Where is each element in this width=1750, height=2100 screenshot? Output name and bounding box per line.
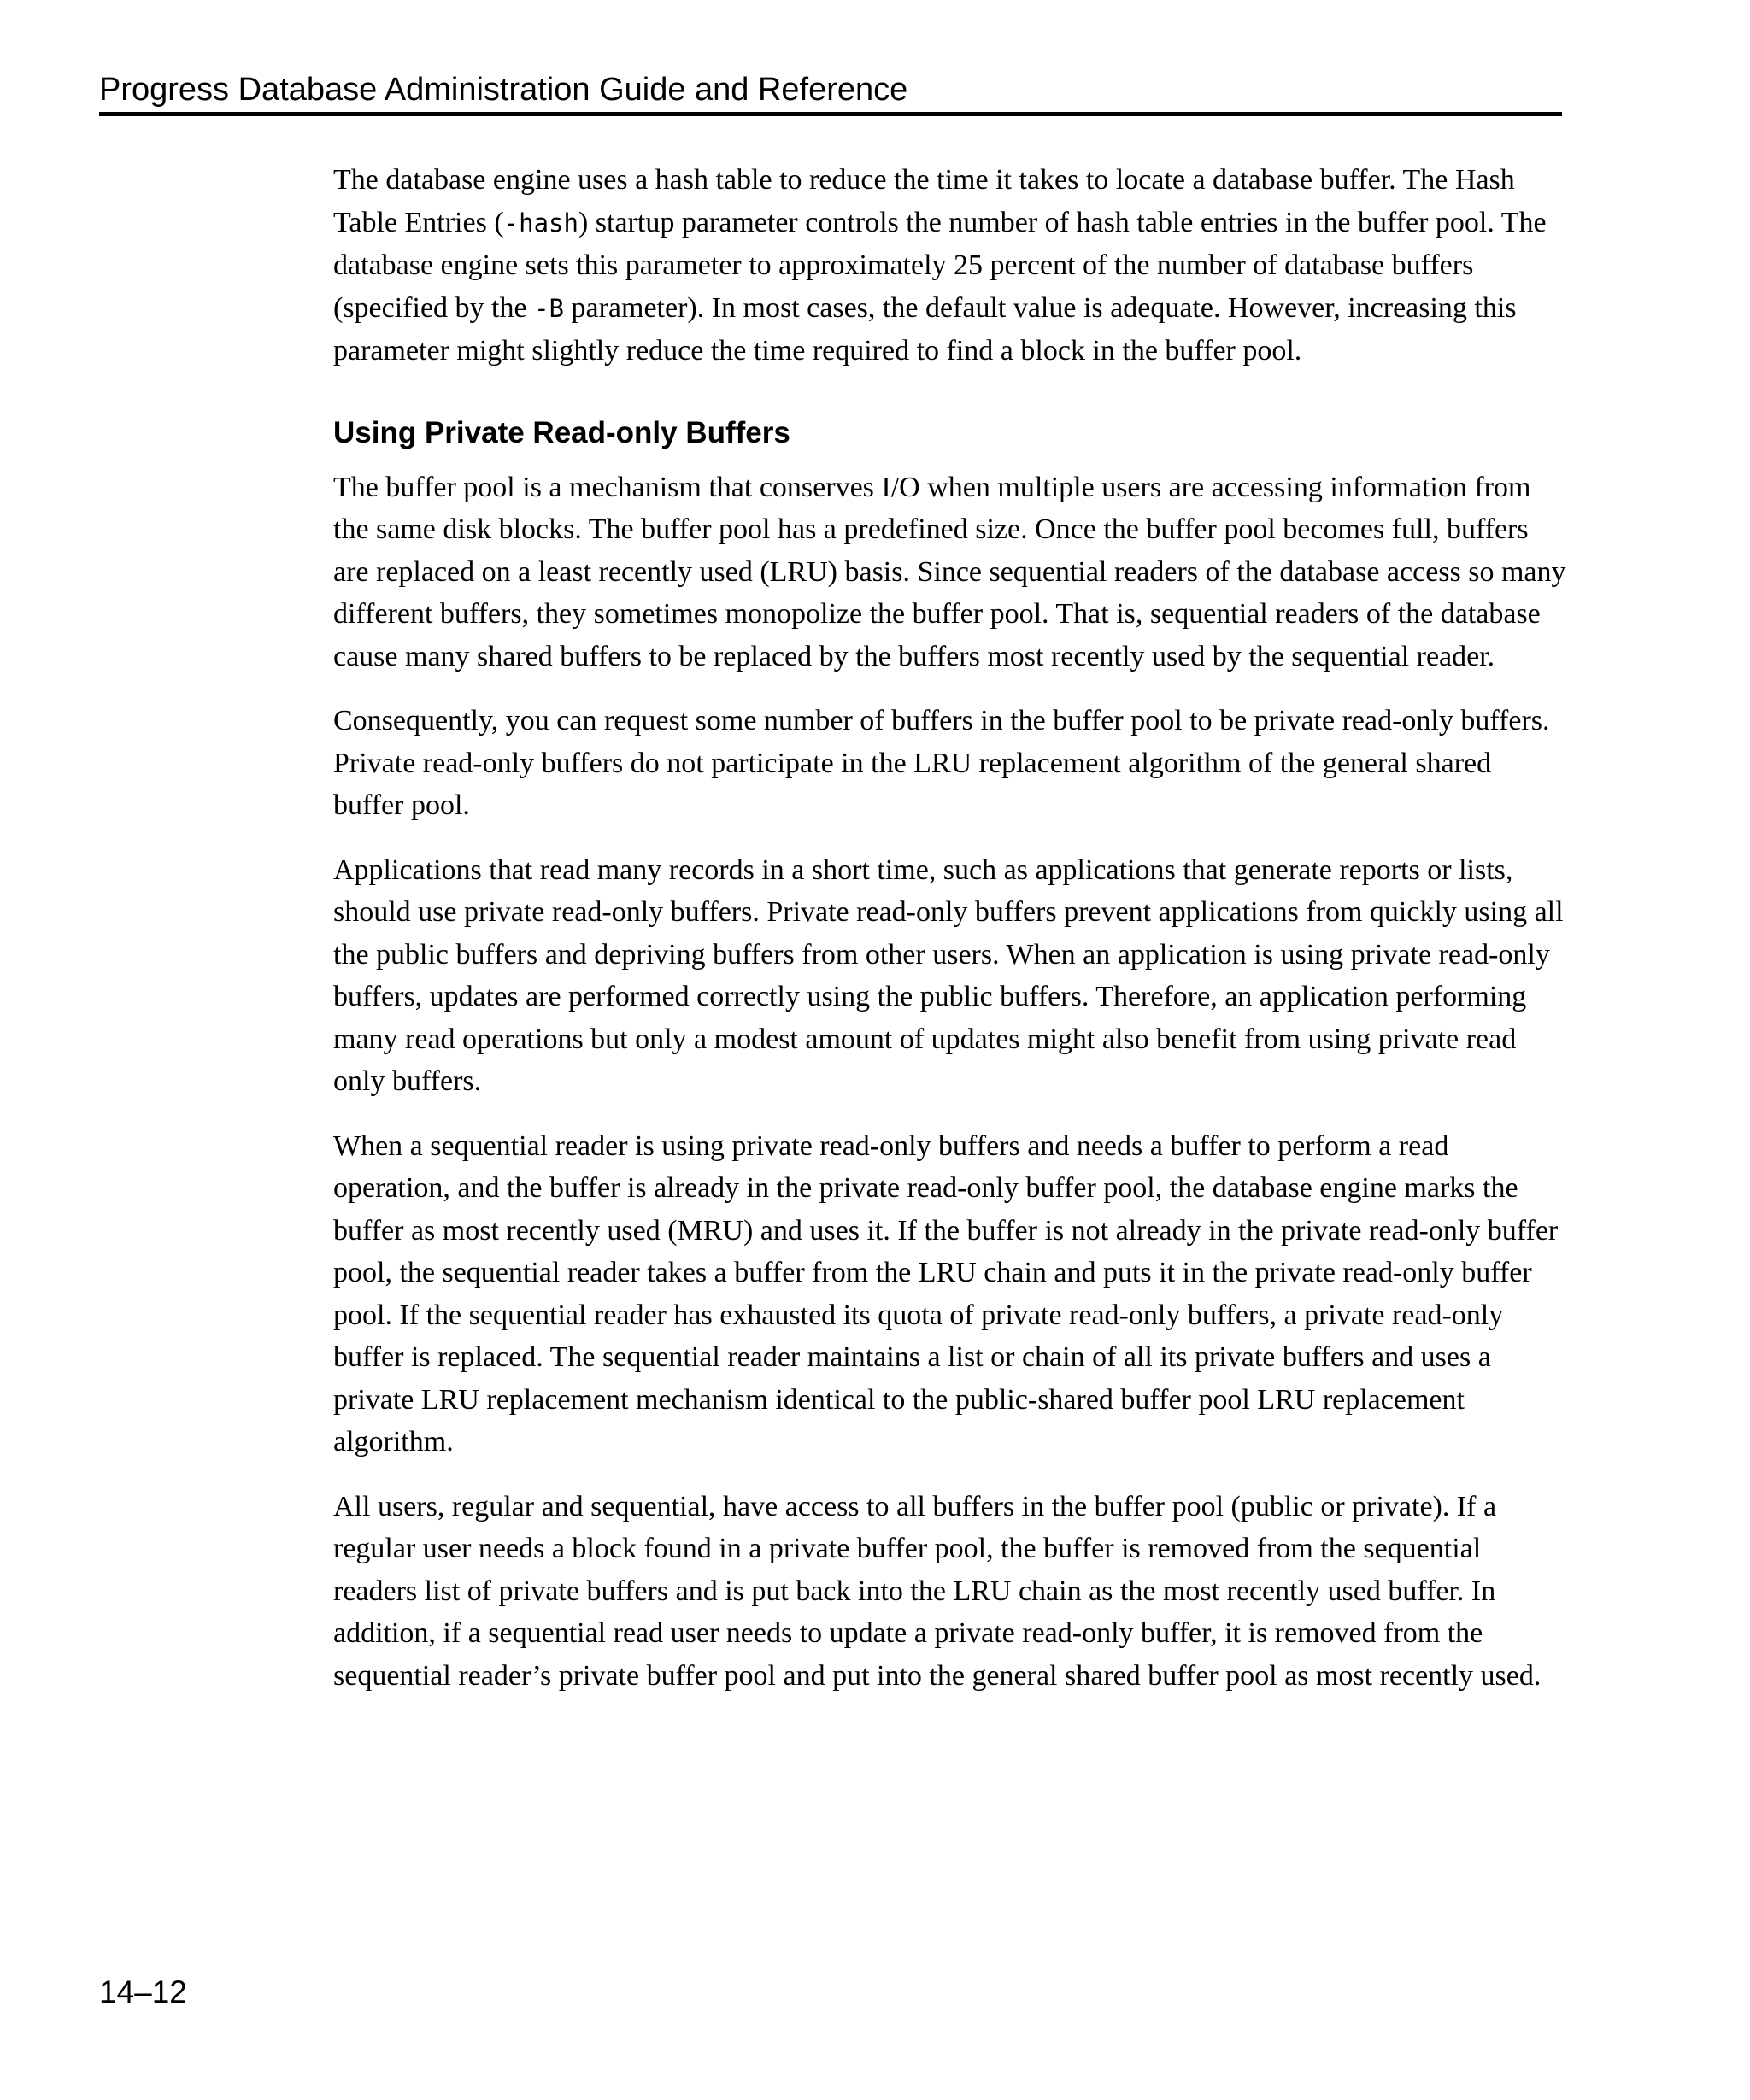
b-parameter-code: -B [534, 293, 564, 323]
hash-parameter-code: -hash [503, 208, 578, 238]
header-rule [99, 112, 1562, 116]
page-number: 14–12 [99, 1974, 187, 2009]
body-paragraph: Applications that read many records in a short time, such as applications that generate reports or lists, should use private read-only buffers. Private read-only buffers prevent applications from quickly using all the public buffers and depriving buffers from other users. When an application is using private read-only buffers, updates are performed correctly using the public buffers. Therefore, an application performing many read operations but only a modest amount of updates might also benefit from using private read only buffers. [333, 853, 1564, 1097]
body-paragraph: All users, regular and sequential, have access to all buffers in the buffer pool (public or private). If a regular user needs a block found in a private buffer pool, the buffer is removed from the sequential readers list of private buffers and is put back into the LRU chain as the most recently used buffer. In addition, if a sequential read user needs to update a private read-only buffer, it is removed from the sequential reader’s private buffer pool and put into the general shared buffer pool as most recently used. [333, 1490, 1542, 1692]
page-content [333, 159, 1567, 1719]
running-header: Progress Database Administration Guide and Reference [99, 72, 908, 108]
body-paragraph: The buffer pool is a mechanism that conserves I/O when multiple users are accessing information from the same disk blocks. The buffer pool has a predefined size. Once the buffer pool becomes full, buffers are replaced on a least recently used (LRU) basis. Since sequential readers of the database access so many different buffers, they sometimes monopolize the buffer pool. That is, sequential readers of the database cause many shared buffers to be replaced by the buffers most recently used by the sequential reader. [333, 471, 1566, 672]
intro-text-2: ) startup parameter controls the number of hash table entries in the buffer pool. The database engine sets this parameter to approximately 25 percent of the number of database buffers (specified by the [333, 206, 1547, 324]
body-paragraph: Consequently, you can request some number of buffers in the buffer pool to be private read-only buffers. Private read-only buffers do not participate in the LRU replacement algorithm of the general shared buffer pool. [333, 705, 1550, 821]
section-heading: Using Private Read-only Buffers [333, 415, 790, 449]
body-paragraph: When a sequential reader is using private read-only buffers and needs a buffer to perform a read operation, and the buffer is already in the private read-only buffer pool, the database engine marks the buffer as most recently used (MRU) and uses it. If the buffer is not already in the private read-only buffer pool, the sequential reader takes a buffer from the LRU chain and puts it in the private read-only buffer pool. If the sequential reader has exhausted its quota of private read-only buffers, a private read-only buffer is replaced. The sequential reader maintains a list or chain of all its private buffers and uses a private LRU replacement mechanism identical to the public-shared buffer pool LRU replacement algorithm. [333, 1129, 1559, 1458]
intro-text-1: The database engine uses a hash table to reduce the time it takes to locate a database buffer. The Hash Table Entries ( [333, 164, 1515, 238]
intro-paragraph [333, 159, 1567, 372]
intro-text-3: parameter). In most cases, the default value is adequate. However, increasing this parameter might slightly reduce the time required to find a block in the buffer pool. [333, 291, 1517, 367]
